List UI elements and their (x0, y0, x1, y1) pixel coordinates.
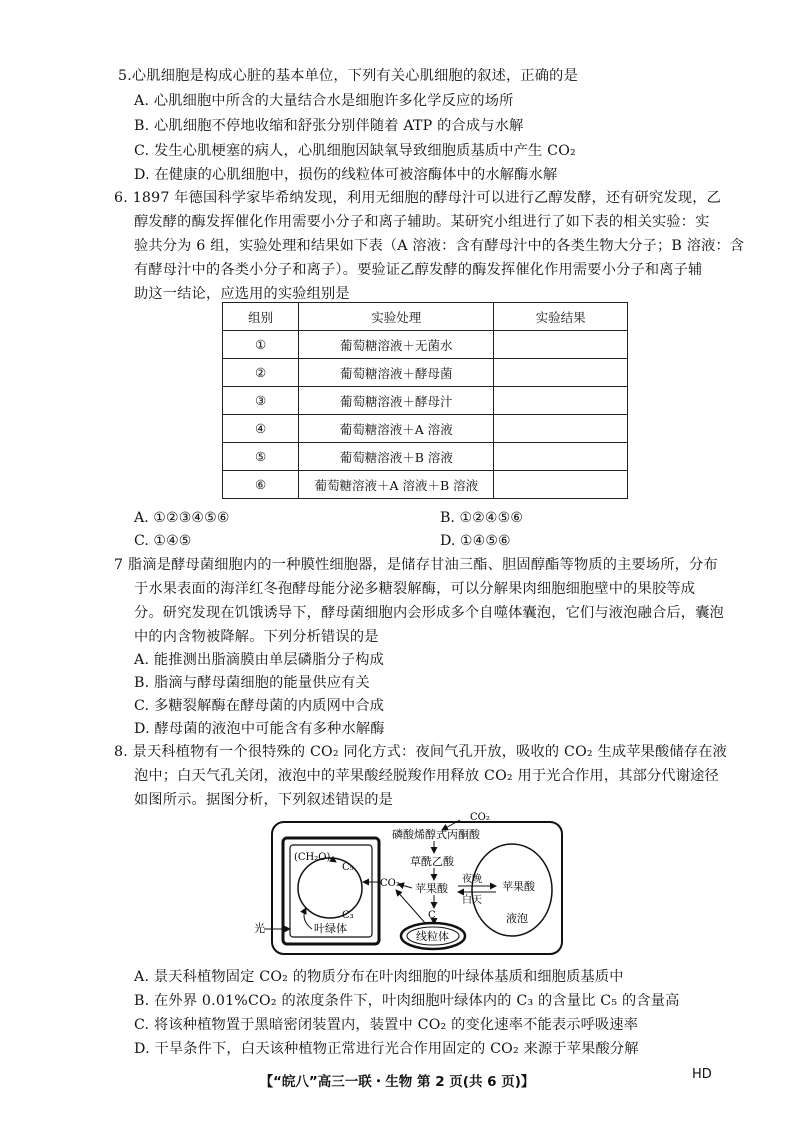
table-cell-group: ⑥ (223, 471, 299, 499)
label-co2-mid: CO₂ (380, 878, 400, 889)
q7-option-d: D. 酵母菌的液泡中可能含有多种水解酶 (134, 721, 385, 737)
table-cell-result (494, 443, 628, 471)
table-cell-result (494, 331, 628, 359)
label-malate: 苹果酸 (415, 882, 448, 895)
q6-stem-line2: 醇发酵的酶发挥催化作用需要小分子和离子辅助。某研究小组进行了如下表的相关实验：实 (134, 214, 710, 230)
table-header: 实验处理 (299, 303, 494, 331)
label-mitochondrion: 线粒体 (416, 930, 449, 943)
experiment-table (222, 302, 628, 499)
q8-option-c: C. 将该种植物置于黑暗密闭装置内，装置中 CO₂ 的变化速率不能表示呼吸速率 (134, 1017, 639, 1033)
table-cell-treatment: 葡萄糖溶液＋B 溶液 (299, 443, 494, 471)
q6-option-c: C. ①④⑤ (134, 533, 192, 549)
q8-stem-line1: 8. 景天科植物有一个很特殊的 CO₂ 同化方式：夜间气孔开放，吸收的 CO₂ 生成苹果酸储存在液 (114, 744, 727, 760)
q7-stem-line1: 7 脂滴是酵母菌细胞内的一种膜性细胞器，是储存甘油三酯、胆固醇酯等物质的主要场所，分布 (114, 557, 718, 573)
table-row (223, 387, 628, 415)
q8-option-a: A. 景天科植物固定 CO₂ 的物质分布在叶肉细胞的叶绿体基质和细胞质基质中 (134, 969, 624, 985)
label-c3: C₃ (342, 910, 354, 921)
table-cell-result (494, 359, 628, 387)
table-row (223, 331, 628, 359)
table-cell-treatment: 葡萄糖溶液＋A 溶液＋B 溶液 (299, 471, 494, 499)
table-cell-result (494, 415, 628, 443)
label-chloroplast: 叶绿体 (314, 922, 347, 935)
table-header-row (223, 303, 628, 331)
label-c5: C₅ (342, 862, 354, 873)
table-cell-group: ⑤ (223, 443, 299, 471)
q7-stem-line2: 于水果表面的海洋红冬孢酵母能分泌多糖裂解酶，可以分解果肉细胞细胞壁中的果胶等成 (134, 581, 696, 597)
q6-stem-line1: 6. 1897 年德国科学家毕希纳发现，利用无细胞的酵母汁可以进行乙醇发酵，还有研究发现，乙 (114, 190, 721, 206)
table-cell-treatment: 葡萄糖溶液＋酵母汁 (299, 387, 494, 415)
table-row (223, 359, 628, 387)
q5-option-d: D. 在健康的心肌细胞中，损伤的线粒体可被溶酶体中的水解酶水解 (134, 167, 558, 183)
q6-stem-line4: 有酵母汁中的各类小分子和离子）。要验证乙醇发酵的酶发挥催化作用需要小分子和离子辅 (134, 262, 703, 278)
table-cell-group: ② (223, 359, 299, 387)
q7-option-a: A. 能推测出脂滴膜由单层磷脂分子构成 (134, 652, 385, 668)
q7-stem-line4: 中的内含物被降解。下列分析错误的是 (134, 629, 379, 645)
q8-option-d: D. 干旱条件下，白天该种植物正常进行光合作用固定的 CO₂ 来源于苹果酸分解 (134, 1041, 639, 1057)
label-vacuole: 液泡 (506, 912, 528, 925)
q6-stem-line5: 助这一结论，应选用的实验组别是 (134, 286, 350, 302)
q6-option-a: A. ①②③④⑤⑥ (134, 510, 230, 526)
table-cell-treatment: 葡萄糖溶液＋A 溶液 (299, 415, 494, 443)
table-row (223, 443, 628, 471)
label-light: 光 (254, 922, 265, 935)
q8-option-b: B. 在外界 0.01%CO₂ 的浓度条件下，叶肉细胞叶绿体内的 C₃ 的含量比 C₅ 的含量高 (134, 993, 680, 1009)
label-pep: 磷酸烯醇式丙酮酸 (392, 828, 480, 841)
q8-stem-line2: 泡中；白天气孔关闭，液泡中的苹果酸经脱羧作用释放 CO₂ 用于光合作用，其部分代谢途径 (134, 768, 719, 784)
label-c: C (428, 910, 436, 921)
table-cell-group: ① (223, 331, 299, 359)
label-malate-vacuole: 苹果酸 (502, 880, 535, 893)
page-footer: 【“皖八”高三一联・生物 第 2 页(共 6 页)】 (259, 1074, 535, 1090)
table-cell-group: ③ (223, 387, 299, 415)
table-row (223, 471, 628, 499)
q8-stem-line3: 如图所示。据图分析，下列叙述错误的是 (134, 792, 393, 808)
q6-option-d: D. ①④⑤⑥ (440, 533, 511, 549)
q6-option-b: B. ①②④⑤⑥ (440, 510, 524, 526)
label-co2-top: CO₂ (470, 812, 490, 823)
table-header: 实验结果 (494, 303, 628, 331)
table-cell-group: ④ (223, 415, 299, 443)
label-ch2o: (CH₂O) (294, 852, 331, 863)
table-cell-treatment: 葡萄糖溶液＋酵母菌 (299, 359, 494, 387)
label-day: 白天 (462, 895, 482, 906)
q5-stem: 5.心肌细胞是构成心脏的基本单位，下列有关心肌细胞的叙述，正确的是 (118, 68, 578, 84)
footer-code: HD (692, 1067, 712, 1082)
label-night: 夜晚 (462, 874, 482, 885)
table-cell-result (494, 471, 628, 499)
q7-option-c: C. 多糖裂解酶在酵母菌的内质网中合成 (134, 698, 385, 714)
label-oaa: 草酰乙酸 (410, 855, 454, 868)
q7-option-b: B. 脂滴与酵母菌细胞的能量供应有关 (134, 675, 370, 691)
table-cell-result (494, 387, 628, 415)
q5-option-b: B. 心肌细胞不停地收缩和舒张分别伴随着 ATP 的合成与水解 (134, 118, 524, 134)
q6-stem-line3: 验共分为 6 组，实验处理和结果如下表（A 溶液：含有酵母汁中的各类生物大分子；B 溶液：含 (134, 238, 745, 254)
table-header: 组别 (223, 303, 299, 331)
q5-option-c: C. 发生心肌梗塞的病人，心肌细胞因缺氧导致细胞质基质中产生 CO₂ (134, 143, 576, 159)
cam-pathway-diagram (250, 808, 570, 958)
table-cell-treatment: 葡萄糖溶液＋无菌水 (299, 331, 494, 359)
q7-stem-line3: 分。研究发现在饥饿诱导下，酵母菌细胞内会形成多个自噬体囊泡，它们与液泡融合后，囊泡 (134, 605, 724, 621)
table-row (223, 415, 628, 443)
q5-option-a: A. 心肌细胞中所含的大量结合水是细胞许多化学反应的场所 (134, 93, 514, 109)
